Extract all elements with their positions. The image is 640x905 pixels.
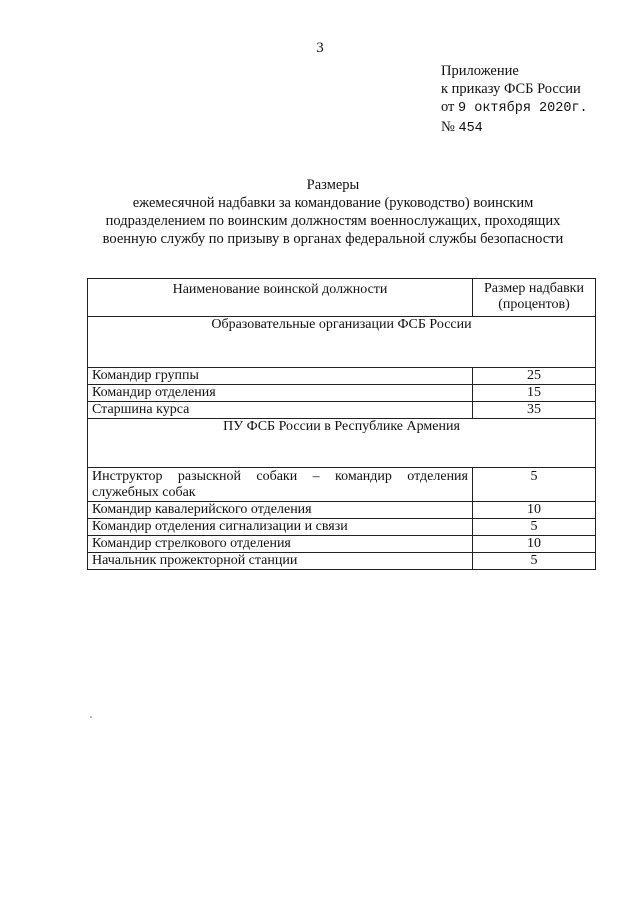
section-row bbox=[88, 419, 596, 468]
document-title bbox=[70, 176, 596, 248]
table-row bbox=[88, 519, 596, 536]
table-header-row bbox=[88, 279, 596, 317]
position-name: Командир группы bbox=[88, 368, 473, 385]
section-row bbox=[88, 317, 596, 368]
allowance-value: 15 bbox=[473, 385, 596, 402]
header-allowance-line-2: (процентов) bbox=[498, 297, 570, 312]
position-name: Командир отделения сигнализации и связи bbox=[88, 519, 473, 536]
allowance-value: 5 bbox=[473, 519, 596, 536]
allowance-value: 5 bbox=[473, 468, 596, 502]
appendix-number-value: 454 bbox=[458, 121, 483, 136]
position-name: Инструктор разыскной собаки – командир отделения служебных собак bbox=[88, 468, 473, 502]
header-allowance-line-1: Размер надбавки bbox=[484, 281, 584, 296]
appendix-number-prefix: № bbox=[441, 119, 459, 135]
allowance-value: 10 bbox=[473, 536, 596, 553]
appendix-order-ref: к приказу ФСБ России bbox=[441, 81, 581, 97]
table-row bbox=[88, 536, 596, 553]
position-name: Командир кавалерийского отделения bbox=[88, 502, 473, 519]
scan-speck bbox=[90, 716, 92, 718]
table-row bbox=[88, 385, 596, 402]
table-row bbox=[88, 402, 596, 419]
position-name: Старшина курса bbox=[88, 402, 473, 419]
title-line-1: ежемесячной надбавки за командование (руководство) воинским bbox=[132, 195, 534, 211]
allowance-value: 35 bbox=[473, 402, 596, 419]
allowance-value: 25 bbox=[473, 368, 596, 385]
position-name: Командир отделения bbox=[88, 385, 473, 402]
appendix-date bbox=[441, 98, 588, 118]
appendix-block bbox=[441, 62, 588, 138]
appendix-label: Приложение bbox=[441, 63, 519, 79]
allowance-table bbox=[87, 278, 596, 570]
header-position-name: Наименование воинской должности bbox=[88, 279, 473, 317]
appendix-number bbox=[441, 118, 588, 138]
position-name: Начальник прожекторной станции bbox=[88, 553, 473, 570]
allowance-value: 10 bbox=[473, 502, 596, 519]
table-row bbox=[88, 502, 596, 519]
appendix-date-prefix: от bbox=[441, 99, 459, 115]
section-title-armenia: ПУ ФСБ России в Республике Армения bbox=[88, 419, 596, 468]
header-allowance-size bbox=[473, 279, 596, 317]
title-line-3: военную службу по призыву в органах федеральной службы безопасности bbox=[102, 231, 564, 247]
title-heading: Размеры bbox=[306, 177, 360, 193]
table-row bbox=[88, 553, 596, 570]
table-row bbox=[88, 468, 596, 502]
allowance-value: 5 bbox=[473, 553, 596, 570]
section-title-educational: Образовательные организации ФСБ России bbox=[88, 317, 596, 368]
title-line-2: подразделением по воинским должностям военнослужащих, проходящих bbox=[105, 213, 561, 229]
position-name: Командир стрелкового отделения bbox=[88, 536, 473, 553]
appendix-date-value: 9 октября 2020г. bbox=[458, 101, 588, 116]
page-number: 3 bbox=[316, 40, 324, 56]
table-row bbox=[88, 368, 596, 385]
